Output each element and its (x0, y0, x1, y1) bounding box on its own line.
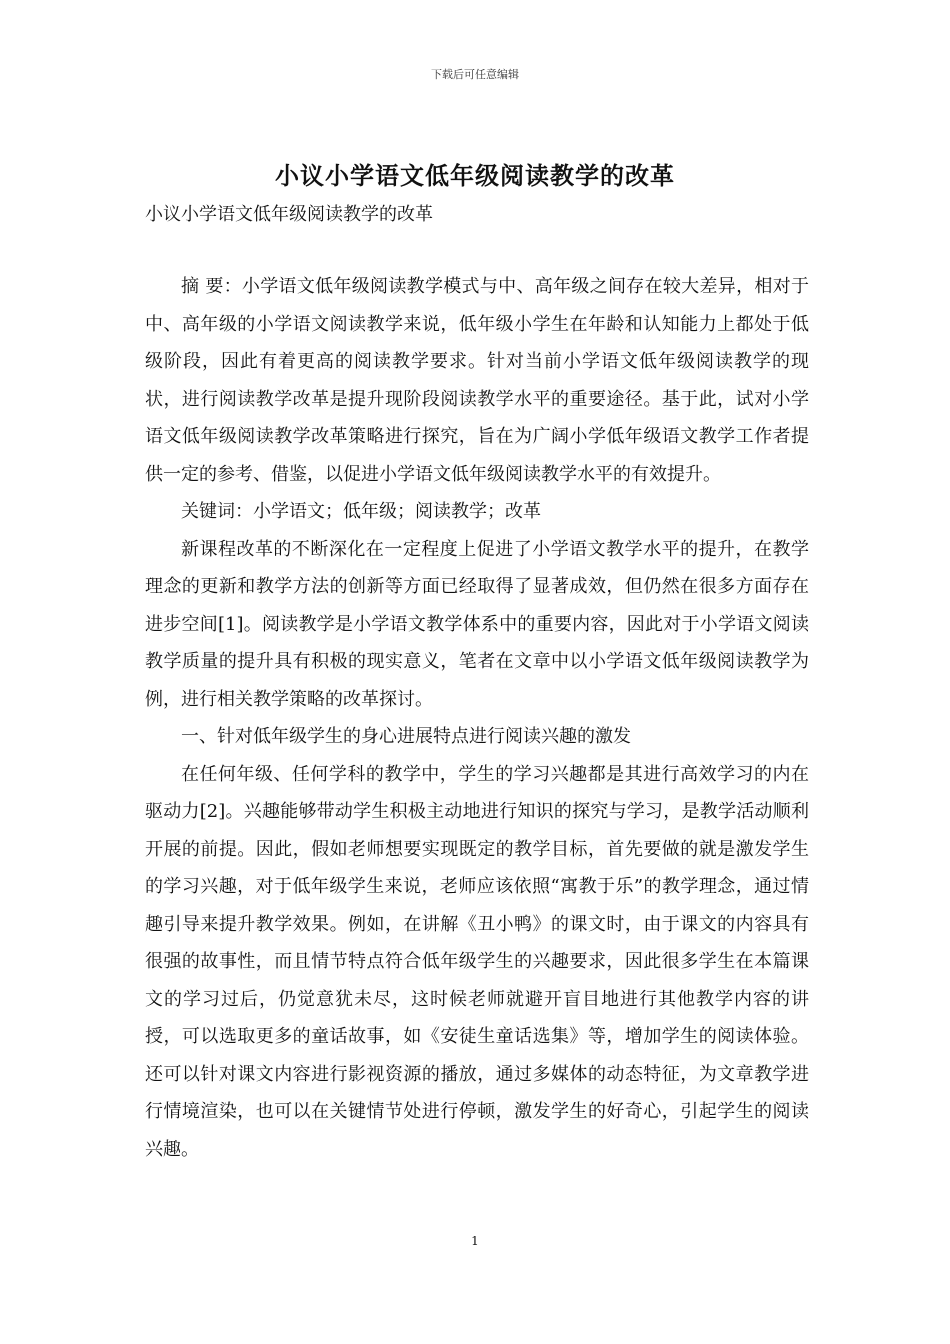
document-subtitle: 小议小学语文低年级阅读教学的改革 (145, 204, 433, 225)
document-body (145, 268, 809, 1168)
page-number: 1 (471, 1234, 479, 1248)
abstract-paragraph: 摘 要：小学语文低年级阅读教学模式与中、高年级之间存在较大差异，相对于中、高年级的小学语文阅读教学来说，低年级小学生在年龄和认知能力上都处于低级阶段，因此有着更高的阅读教学要求。针对当前小学语文低年级阅读教学的现状，进行阅读教学改革是提升现阶段阅读教学水平的重要途径。基于此，试对小学语文低年级阅读教学改革策略进行探究，旨在为广阔小学低年级语文教学工作者提供一定的参考、借鉴，以促进小学语文低年级阅读教学水平的有效提升。 (145, 276, 809, 485)
document-title: 小议小学语文低年级阅读教学的改革 (275, 161, 675, 190)
body-paragraph: 在任何年级、任何学科的教学中，学生的学习兴趣都是其进行高效学习的内在驱动力[2]。兴趣能够带动学生积极主动地进行知识的探究与学习，是教学活动顺利开展的前提。因此，假如老师想要实现既定的教学目标，首先要做的就是激发学生的学习兴趣，对于低年级学生来说，老师应该依照“寓教于乐”的教学理念，通过情趣引导来提升教学效果。例如，在讲解《丑小鸭》的课文时，由于课文的内容具有很强的故事性，而且情节特点符合低年级学生的兴趣要求，因此很多学生在本篇课文的学习过后，仍觉意犹未尽，这时候老师就避开盲目地进行其他教学内容的讲授，可以选取更多的童话故事，如《安徒生童话选集》等，增加学生的阅读体验。还可以针对课文内容进行影视资源的播放，通过多媒体的动态特征，为文章教学进行情境渲染，也可以在关键情节处进行停顿，激发学生的好奇心，引起学生的阅读兴趣。 (145, 763, 809, 1160)
section-heading: 一、针对低年级学生的身心进展特点进行阅读兴趣的激发 (181, 726, 631, 747)
intro-paragraph: 新课程改革的不断深化在一定程度上促进了小学语文教学水平的提升，在教学理念的更新和教学方法的创新等方面已经取得了显著成效，但仍然在很多方面存在进步空间[1]。阅读教学是小学语文教学体系中的重要内容，因此对于小学语文阅读教学质量的提升具有积极的现实意义，笔者在文章中以小学语文低年级阅读教学为例，进行相关教学策略的改革探讨。 (145, 538, 809, 710)
page-header-note: 下载后可任意编辑 (431, 68, 519, 81)
keywords-paragraph: 关键词：小学语文；低年级；阅读教学；改革 (181, 501, 541, 522)
